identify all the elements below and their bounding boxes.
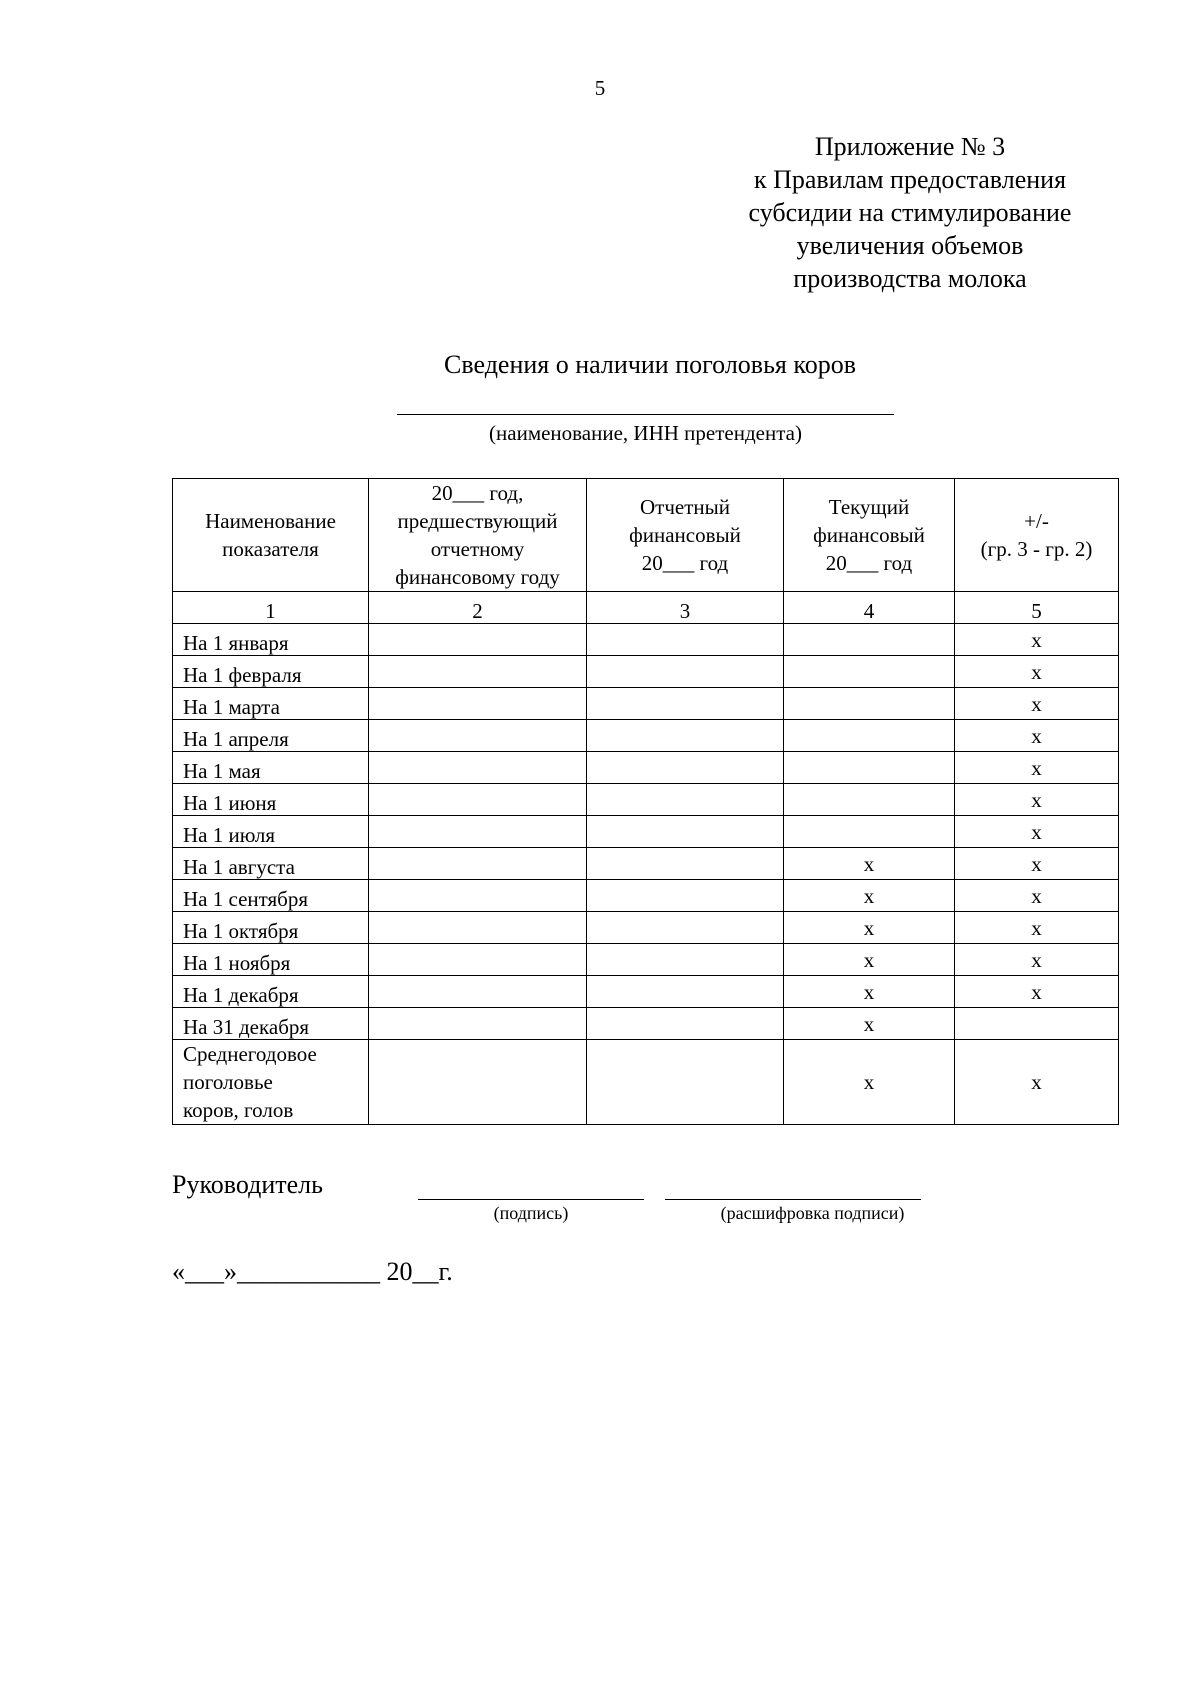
signature-line (418, 1199, 644, 1200)
column-number: 4 (784, 592, 955, 624)
appendix-line: увеличения объемов (796, 231, 1024, 260)
row-label: На 1 декабря (173, 976, 369, 1008)
table-row (173, 752, 1119, 784)
date-line: «___»___________ 20__г. (172, 1257, 453, 1286)
table-cell (587, 720, 784, 752)
row-label: На 1 июня (173, 784, 369, 816)
table-row-average (173, 1040, 1119, 1125)
table-cell (369, 944, 587, 976)
appendix-line: к Правилам предоставления (753, 165, 1067, 194)
table-cell: х (955, 656, 1119, 688)
row-label: На 1 марта (173, 688, 369, 720)
table-cell (587, 1008, 784, 1040)
row-label: На 1 августа (173, 848, 369, 880)
table-cell (587, 624, 784, 656)
table-cell: х (955, 624, 1119, 656)
row-label: На 1 сентября (173, 880, 369, 912)
row-label: На 1 февраля (173, 656, 369, 688)
table-cell (587, 784, 784, 816)
table-cell (369, 1008, 587, 1040)
appendix-header (700, 130, 1120, 295)
table-row (173, 720, 1119, 752)
table-cell (587, 848, 784, 880)
table-row (173, 656, 1119, 688)
table-cell: х (955, 816, 1119, 848)
table-cell (784, 752, 955, 784)
table-row (173, 944, 1119, 976)
applicant-blank-line (397, 414, 894, 415)
row-label: На 1 апреля (173, 720, 369, 752)
column-number: 2 (369, 592, 587, 624)
table-cell (369, 912, 587, 944)
table-cell: х (784, 848, 955, 880)
row-label (173, 1040, 369, 1125)
appendix-line: субсидии на стимулирование (748, 198, 1072, 227)
table-cell: х (955, 880, 1119, 912)
column-number-row (173, 592, 1119, 624)
signature-caption: (подпись) (493, 1203, 569, 1223)
table-cell (369, 688, 587, 720)
table-cell (784, 688, 955, 720)
table-cell (587, 944, 784, 976)
table-cell (784, 656, 955, 688)
page-number: 5 (594, 76, 606, 100)
table-cell: х (784, 944, 955, 976)
table-cell (587, 912, 784, 944)
table-row (173, 1008, 1119, 1040)
header-current-year: Текущий финансовый 20___ год (784, 479, 955, 592)
table-cell (784, 784, 955, 816)
table-row (173, 784, 1119, 816)
row-label: На 1 июля (173, 816, 369, 848)
table-cell (784, 720, 955, 752)
table-cell (587, 816, 784, 848)
table-row (173, 976, 1119, 1008)
table-cell (369, 656, 587, 688)
header-indicator: Наименование показателя (173, 479, 369, 592)
table-cell: х (955, 752, 1119, 784)
table-row (173, 880, 1119, 912)
row-label: На 1 мая (173, 752, 369, 784)
header-difference: +/- (гр. 3 - гр. 2) (955, 479, 1119, 592)
table-cell (369, 816, 587, 848)
table-cell (587, 752, 784, 784)
table-cell (587, 976, 784, 1008)
table-cell: х (784, 912, 955, 944)
table-cell (369, 848, 587, 880)
table-cell: х (784, 1040, 955, 1125)
table-cell (369, 752, 587, 784)
table-cell: х (955, 784, 1119, 816)
table-cell (369, 880, 587, 912)
table-cell (784, 624, 955, 656)
table-cell: х (955, 1040, 1119, 1125)
appendix-line: Приложение № 3 (814, 132, 1006, 161)
table-row (173, 816, 1119, 848)
table-cell (587, 880, 784, 912)
head-label: Руководитель (172, 1170, 323, 1199)
table-cell (369, 624, 587, 656)
table-cell (369, 720, 587, 752)
table-header-row (173, 479, 1119, 592)
row-label: На 1 января (173, 624, 369, 656)
applicant-caption: (наименование, ИНН претендента) (489, 421, 802, 445)
row-label-line: поголовье (183, 1070, 273, 1094)
table-row (173, 848, 1119, 880)
signature-decode-line (665, 1199, 921, 1200)
table-row (173, 688, 1119, 720)
column-number: 1 (173, 592, 369, 624)
table-cell (955, 1008, 1119, 1040)
row-label-line: Среднегодовое (183, 1042, 317, 1066)
row-label-line: коров, голов (183, 1098, 294, 1122)
table-cell: х (955, 848, 1119, 880)
table-cell: х (955, 688, 1119, 720)
table-row (173, 912, 1119, 944)
appendix-line: производства молока (793, 264, 1027, 293)
table-cell (587, 1040, 784, 1125)
table-cell: х (955, 912, 1119, 944)
header-reporting-year: Отчетный финансовый 20___ год (587, 479, 784, 592)
table-cell: х (784, 880, 955, 912)
table-cell: х (784, 1008, 955, 1040)
table-cell (369, 976, 587, 1008)
cow-headcount-table (172, 478, 1119, 1125)
row-label: На 31 декабря (173, 1008, 369, 1040)
signature-decode-caption: (расшифровка подписи) (720, 1203, 905, 1223)
row-label: На 1 октября (173, 912, 369, 944)
table-cell (587, 656, 784, 688)
row-label: На 1 ноября (173, 944, 369, 976)
document-title: Сведения о наличии поголовья коров (444, 350, 856, 379)
header-prior-year: 20___ год, предшествующий отчетному финансовому году (369, 479, 587, 592)
table-cell: х (784, 976, 955, 1008)
table-cell (369, 1040, 587, 1125)
column-number: 3 (587, 592, 784, 624)
table-cell (784, 816, 955, 848)
table-cell: х (955, 976, 1119, 1008)
table-cell: х (955, 720, 1119, 752)
table-cell (587, 688, 784, 720)
column-number: 5 (955, 592, 1119, 624)
table-row (173, 624, 1119, 656)
table-cell: х (955, 944, 1119, 976)
table-cell (369, 784, 587, 816)
